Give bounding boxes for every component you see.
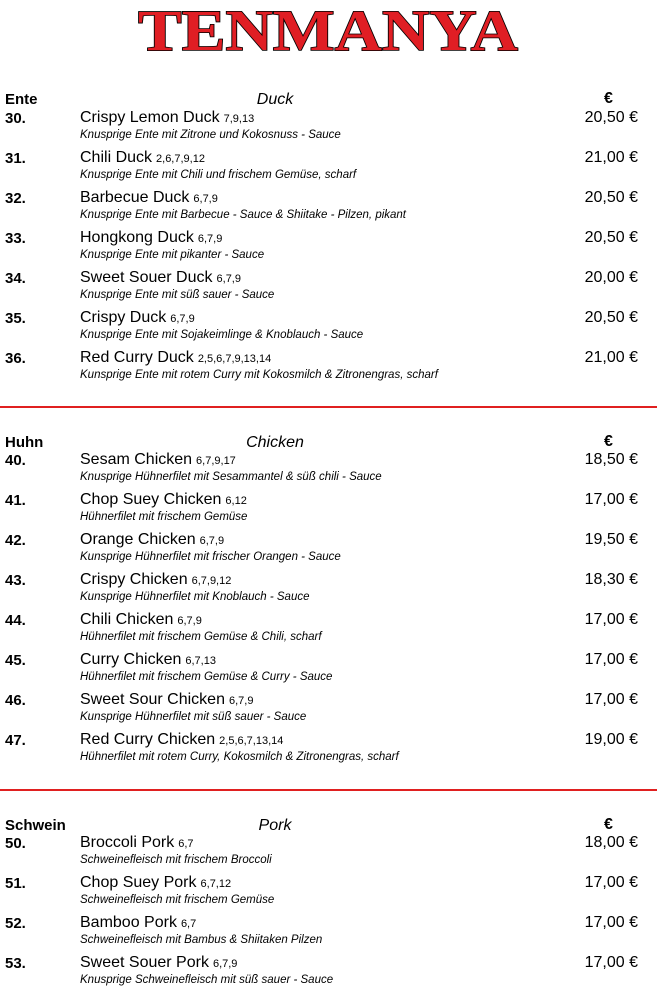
item-name-line [80, 531, 224, 549]
item-description: Kunsprige Ente mit rotem Curry mit Kokosmilch & Zitronengras, scharf [80, 369, 438, 381]
allergen-codes: 6,7,9 [199, 535, 225, 547]
item-price: 17,00 € [584, 651, 638, 668]
item-name: Crispy Duck [80, 309, 167, 326]
item-number: 31. [5, 150, 26, 167]
allergen-codes: 6,7,9 [170, 313, 195, 325]
menu-item [0, 491, 657, 531]
item-description: Hühnerfilet mit rotem Curry, Kokosmilch & Zitronengras, scharf [80, 751, 399, 763]
menu-item [0, 874, 657, 914]
item-name: Red Curry Chicken [80, 731, 216, 748]
allergen-codes: 6,12 [225, 495, 247, 507]
menu-item [0, 349, 657, 389]
menu-item [0, 611, 657, 651]
item-price: 20,50 € [584, 109, 638, 126]
item-number: 42. [5, 532, 26, 549]
item-name-line [80, 149, 205, 167]
item-name-line [80, 189, 218, 207]
item-price: 20,50 € [584, 229, 638, 246]
section-header [0, 431, 657, 453]
item-name: Curry Chicken [80, 651, 182, 668]
item-description: Schweinefleisch mit frischem Broccoli [80, 854, 272, 866]
section-divider [0, 789, 657, 791]
item-description: Hühnerfilet mit frischem Gemüse & Curry - Sauce [80, 671, 333, 683]
currency-header: € [604, 816, 613, 833]
allergen-codes: 6,7,9,17 [196, 455, 236, 467]
menu-item [0, 451, 657, 491]
item-number: 51. [5, 875, 26, 892]
item-number: 53. [5, 955, 26, 972]
item-name-line [80, 269, 241, 287]
item-name-line [80, 834, 194, 852]
item-name-line [80, 571, 231, 589]
item-name-line [80, 731, 283, 749]
item-name: Sweet Souer Duck [80, 269, 213, 286]
item-description: Kunsprige Hühnerfilet mit süß sauer - Sauce [80, 711, 307, 723]
menu-item [0, 189, 657, 229]
allergen-codes: 2,5,6,7,13,14 [219, 735, 284, 747]
item-name-line [80, 874, 231, 892]
item-number: 35. [5, 310, 26, 327]
section-label-de: Huhn [5, 434, 44, 451]
menu-item [0, 571, 657, 611]
item-description: Knusprige Ente mit süß sauer - Sauce [80, 289, 275, 301]
allergen-codes: 6,7,9 [177, 615, 202, 627]
section-label-en: Duck [256, 91, 294, 108]
allergen-codes: 6,7 [178, 838, 194, 850]
item-price: 18,00 € [584, 834, 638, 851]
section-header [0, 814, 657, 836]
item-name: Barbecue Duck [80, 189, 190, 206]
section-label-en: Pork [258, 817, 292, 834]
item-name: Sesam Chicken [80, 451, 193, 468]
item-description: Kunsprige Hühnerfilet mit Knoblauch - Sauce [80, 591, 310, 603]
menu-item [0, 914, 657, 954]
item-name-line [80, 109, 254, 127]
item-number: 47. [5, 732, 26, 749]
allergen-codes: 6,7,9 [193, 193, 218, 205]
item-price: 17,00 € [584, 691, 638, 708]
item-description: Knusprige Ente mit Chili und frischem Gemüse, scharf [80, 169, 357, 181]
section-label-de: Schwein [5, 817, 66, 834]
allergen-codes: 6,7,9 [228, 695, 254, 707]
item-price: 20,50 € [584, 309, 638, 326]
item-number: 46. [5, 692, 26, 709]
item-price: 17,00 € [584, 954, 638, 971]
currency-header: € [604, 433, 613, 450]
item-number: 32. [5, 190, 26, 207]
item-price: 19,00 € [584, 731, 638, 748]
item-name-line [80, 691, 253, 709]
item-price: 21,00 € [584, 349, 638, 366]
item-name: Hongkong Duck [80, 229, 194, 246]
section-divider [0, 406, 657, 408]
allergen-codes: 2,5,6,7,9,13,14 [197, 353, 272, 365]
item-number: 33. [5, 230, 26, 247]
item-name-line [80, 229, 222, 247]
section-label-de: Ente [5, 91, 38, 108]
item-name-line [80, 491, 247, 509]
allergen-codes: 6,7,13 [185, 655, 216, 667]
item-price: 17,00 € [584, 491, 638, 508]
item-name-line [80, 349, 271, 367]
item-description: Hühnerfilet mit frischem Gemüse [80, 511, 248, 523]
item-price: 18,30 € [584, 571, 638, 588]
item-number: 30. [5, 110, 26, 127]
item-name: Orange Chicken [80, 531, 196, 548]
allergen-codes: 2,6,7,9,12 [156, 153, 205, 165]
item-description: Knusprige Ente mit Zitrone und Kokosnuss - Sauce [80, 129, 341, 141]
menu-item [0, 309, 657, 349]
allergen-codes: 6,7,9,12 [191, 575, 232, 587]
item-name: Chop Suey Chicken [80, 491, 222, 508]
item-description: Knusprige Ente mit pikanter - Sauce [80, 249, 265, 261]
item-name: Chili Duck [80, 149, 153, 166]
item-name: Bamboo Pork [80, 914, 177, 931]
allergen-codes: 6,7,9 [197, 233, 223, 245]
item-number: 40. [5, 452, 26, 469]
allergen-codes: 6,7,12 [200, 878, 232, 890]
allergen-codes: 6,7,9 [212, 958, 238, 970]
item-number: 36. [5, 350, 26, 367]
allergen-codes: 6,7 [180, 918, 197, 930]
item-price: 20,50 € [584, 189, 638, 206]
section-header [0, 88, 657, 110]
logo-text: TENMANYA [138, 0, 519, 62]
item-number: 45. [5, 652, 26, 669]
tenmanya-logo [0, 0, 657, 62]
item-name: Chop Suey Pork [80, 874, 197, 891]
item-name-line [80, 954, 237, 972]
item-name: Chili Chicken [80, 611, 174, 628]
item-price: 17,00 € [584, 874, 638, 891]
menu-item [0, 229, 657, 269]
allergen-codes: 7,9,13 [223, 113, 255, 125]
allergen-codes: 6,7,9 [216, 273, 241, 285]
menu-item [0, 149, 657, 189]
item-name: Sweet Souer Pork [80, 954, 209, 971]
menu-item [0, 531, 657, 571]
menu-item [0, 109, 657, 149]
section-label-en: Chicken [246, 434, 304, 451]
item-price: 20,00 € [584, 269, 638, 286]
item-number: 52. [5, 915, 26, 932]
menu-item [0, 269, 657, 309]
item-number: 50. [5, 835, 26, 852]
menu-item [0, 954, 657, 994]
item-name-line [80, 451, 236, 469]
item-price: 18,50 € [584, 451, 638, 468]
item-name: Crispy Chicken [80, 571, 188, 588]
item-description: Knusprige Schweinefleisch mit süß sauer - Sauce [80, 974, 334, 986]
currency-header: € [604, 90, 613, 107]
item-name: Red Curry Duck [80, 349, 194, 366]
item-price: 17,00 € [584, 611, 638, 628]
item-description: Kunsprige Hühnerfilet mit frischer Orangen - Sauce [80, 551, 341, 563]
item-number: 44. [5, 612, 26, 629]
item-number: 34. [5, 270, 26, 287]
item-description: Hühnerfilet mit frischem Gemüse & Chili, scharf [80, 631, 322, 643]
menu-item [0, 834, 657, 874]
item-description: Knusprige Ente mit Sojakeimlinge & Knoblauch - Sauce [80, 329, 364, 341]
item-name-line [80, 651, 216, 669]
menu-item [0, 731, 657, 771]
item-price: 21,00 € [584, 149, 638, 166]
item-number: 41. [5, 492, 26, 509]
item-price: 17,00 € [584, 914, 638, 931]
menu-item [0, 651, 657, 691]
item-name: Sweet Sour Chicken [80, 691, 225, 708]
item-name-line [80, 611, 202, 629]
item-name: Broccoli Pork [80, 834, 175, 851]
item-description: Knusprige Ente mit Barbecue - Sauce & Shiitake - Pilzen, pikant [80, 209, 407, 221]
item-description: Schweinefleisch mit frischem Gemüse [80, 894, 275, 906]
item-name: Crispy Lemon Duck [80, 109, 220, 126]
item-description: Schweinefleisch mit Bambus & Shiitaken Pilzen [80, 934, 323, 946]
item-number: 43. [5, 572, 26, 589]
item-name-line [80, 309, 195, 327]
item-description: Knusprige Hühnerfilet mit Sesammantel & süß chili - Sauce [80, 471, 382, 483]
item-price: 19,50 € [584, 531, 638, 548]
item-name-line [80, 914, 196, 932]
menu-item [0, 691, 657, 731]
